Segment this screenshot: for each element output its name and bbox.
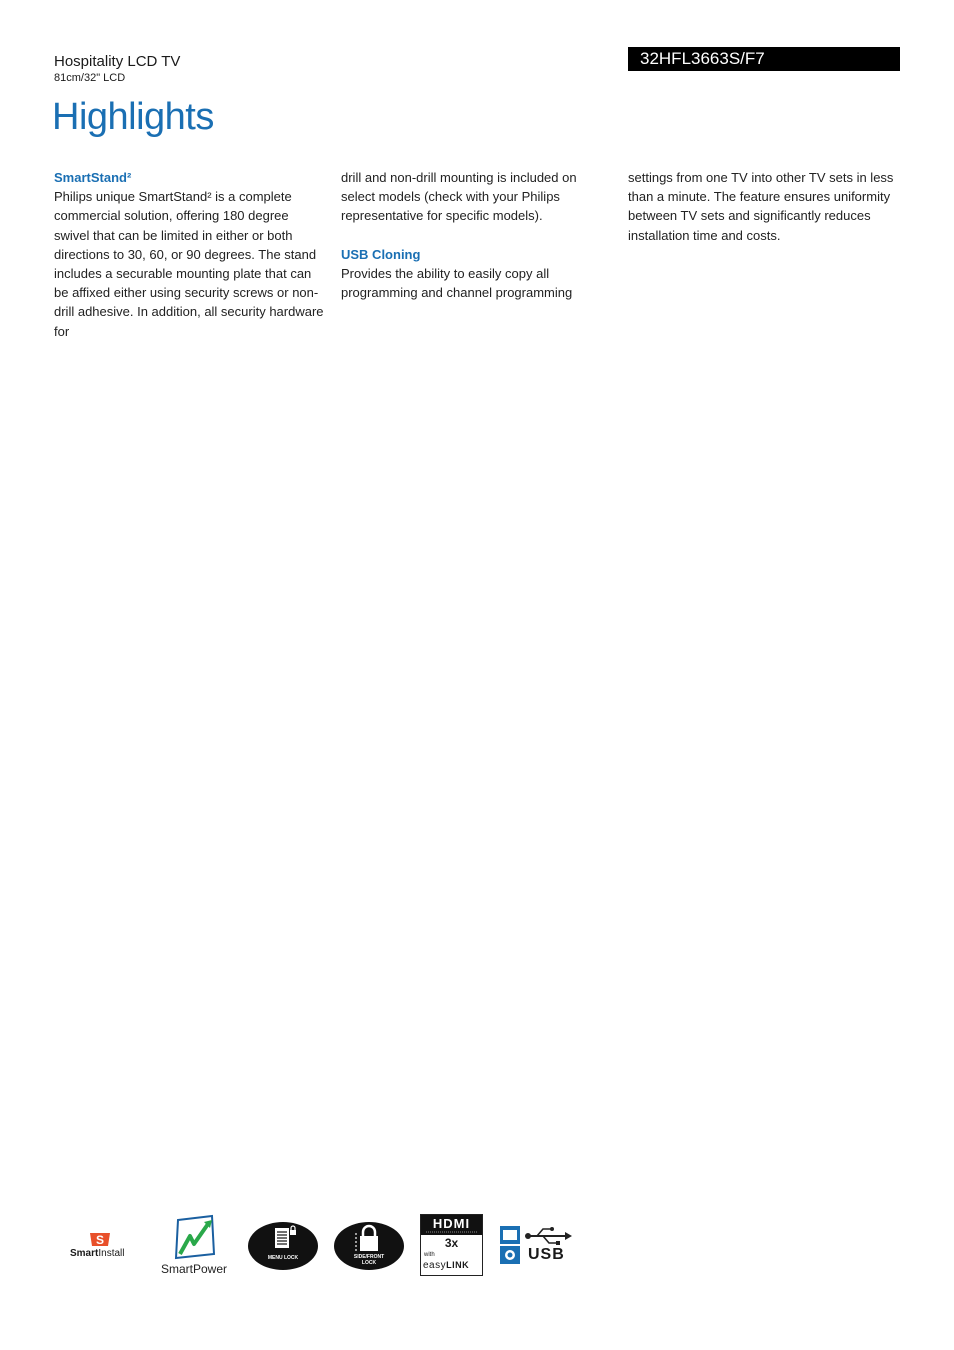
hdmi-easylink-logo [420, 1214, 483, 1276]
product-line: Hospitality LCD TV [54, 53, 181, 70]
feature-text-smartstand: Philips unique SmartStand² is a complete commercial solution, offering 180 degree swivel that can be limited in either or both directions to 30, 60, or 90 degrees. The stand includes a securable mounting plate that can be affixed either using security screws or non-drill adhesive. In addition, all security hardware for [54, 189, 324, 339]
feature-text-usb-cloning: Provides the ability to easily copy all programming and channel programming [341, 265, 573, 301]
lightning-screen-icon [158, 1214, 236, 1262]
feature-text-smartstand-cont: drill and non-drill mounting is included on select models (check with your Philips representative for specific models). [341, 170, 577, 224]
side-front-lock-label-1: SIDE/FRONT [353, 1254, 385, 1260]
page-title: Highlights [52, 96, 214, 138]
side-front-lock-label-2: LOCK [361, 1260, 377, 1266]
smartinstall-text: Install [98, 1248, 125, 1259]
svg-text:S: S [95, 1233, 105, 1247]
feature-heading-usb-cloning: USB Cloning [341, 246, 421, 262]
smartinstall-text-bold: Smart [70, 1248, 99, 1259]
menu-lock-logo [248, 1222, 318, 1270]
text-column-3 [628, 168, 900, 245]
feature-text-usb-cloning-cont: settings from one TV into other TV sets in less than a minute. The feature ensures uniformity between TV sets and significantly reduces installation time and costs. [628, 170, 894, 243]
menu-lock-label: MENU LOCK [267, 1255, 299, 1261]
easylink-link: LINK [446, 1260, 470, 1270]
hdmi-logo-text: HDMI [432, 1216, 471, 1231]
easylink-easy: easy [423, 1260, 447, 1271]
hdmi-with-text: with [424, 1252, 435, 1258]
menu-lock-icon [248, 1222, 318, 1270]
side-front-lock-logo [334, 1222, 404, 1270]
usb-trident-icon [525, 1227, 572, 1245]
usb-text: USB [528, 1246, 565, 1263]
usb-logo [499, 1224, 573, 1268]
hdmi-count: 3x [444, 1236, 459, 1250]
model-number-bar: 32HFL3663S/F7 [628, 47, 900, 71]
smartpower-text: SmartPower [161, 1262, 228, 1276]
text-column-1 [54, 168, 326, 341]
text-column-2 [341, 168, 613, 302]
smartpower-logo [158, 1214, 236, 1278]
smartinstall-s-icon [88, 1231, 112, 1248]
feature-heading-smartstand: SmartStand² [54, 170, 132, 185]
product-size: 81cm/32" LCD [54, 72, 126, 84]
smartinstall-logo [68, 1228, 134, 1264]
